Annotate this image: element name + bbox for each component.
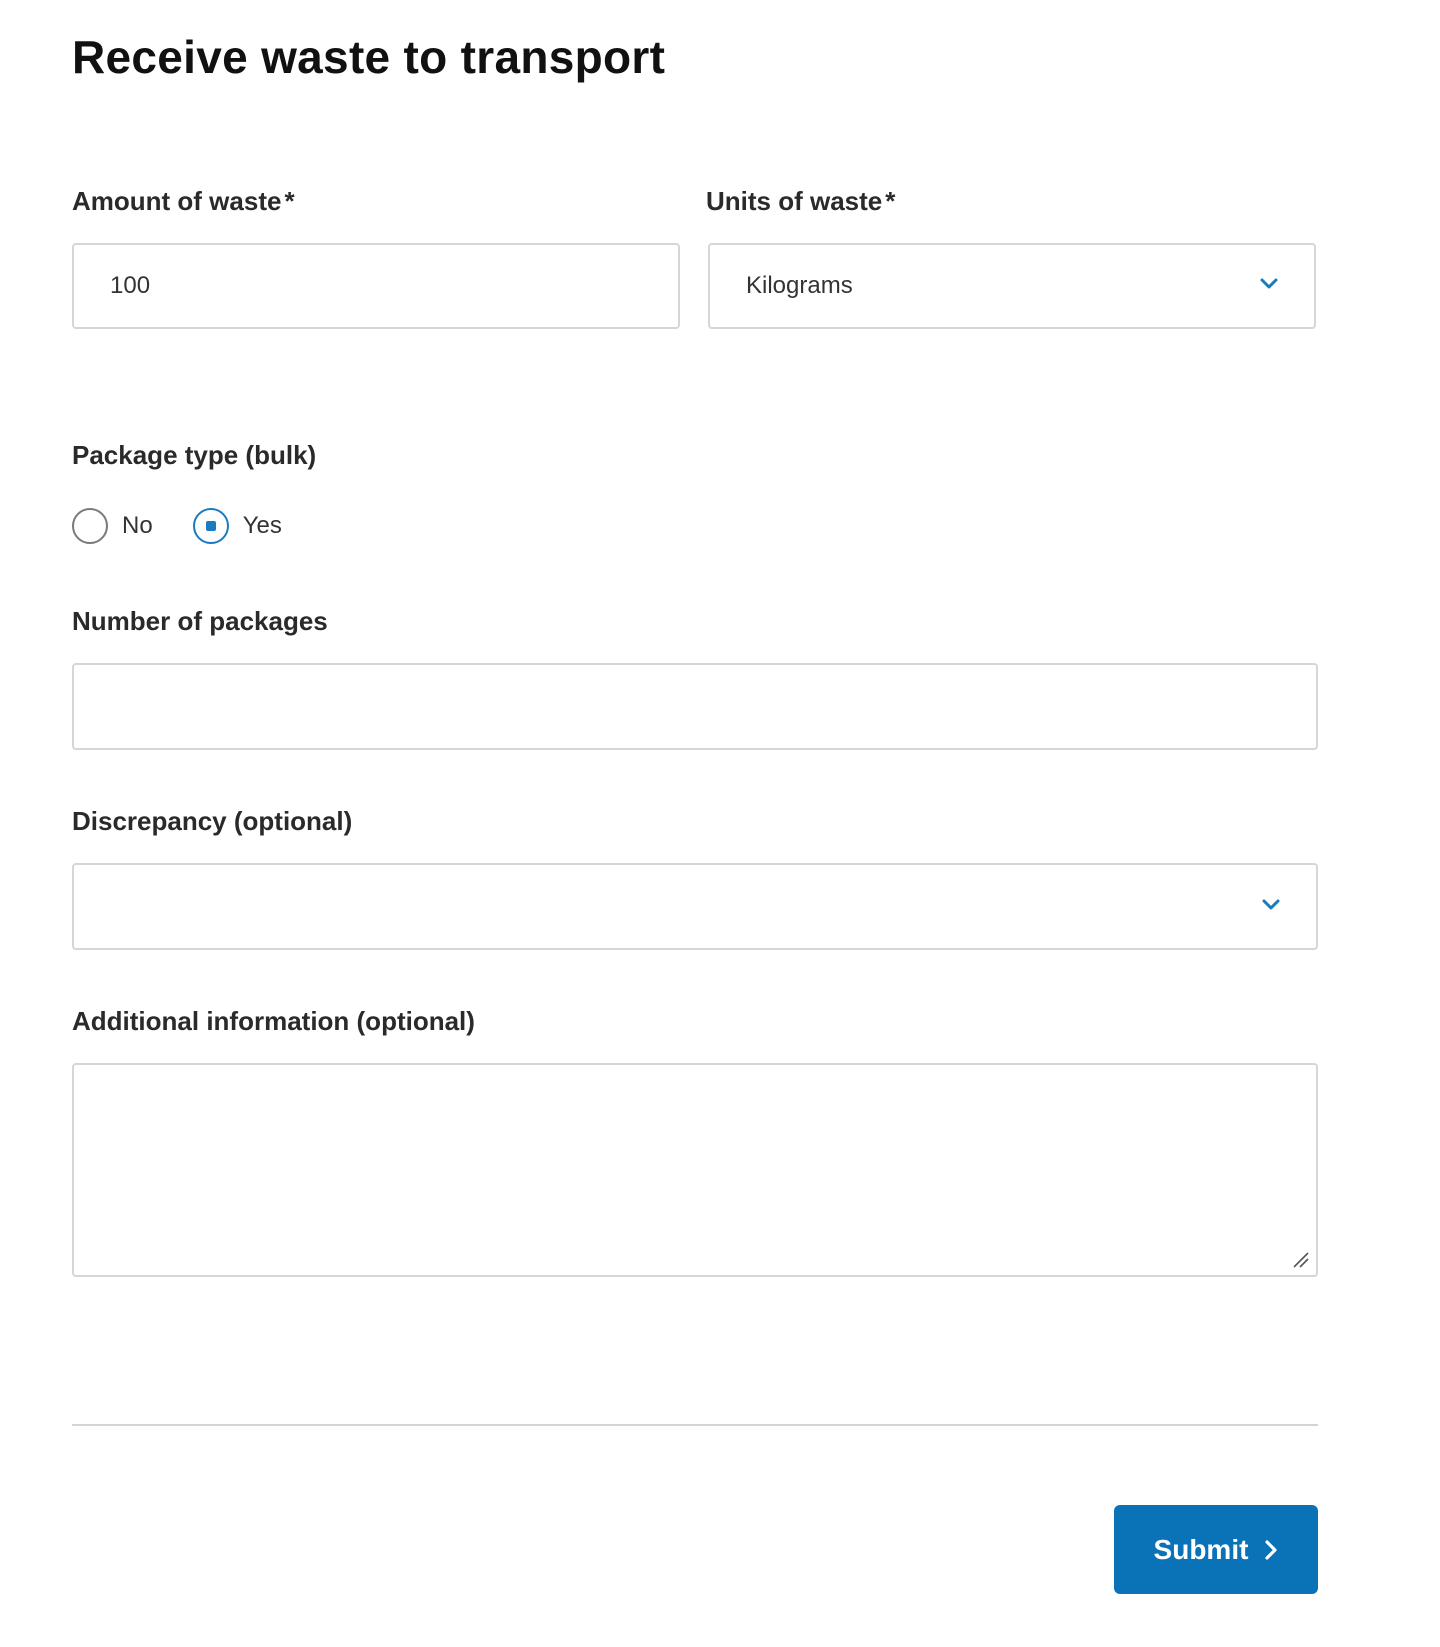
- form-divider: [72, 1424, 1318, 1426]
- additional-info-textarea[interactable]: [72, 1063, 1318, 1277]
- required-mark: *: [284, 186, 295, 216]
- units-label: [706, 186, 895, 217]
- radio-no[interactable]: [72, 508, 108, 544]
- packages-label: Number of packages: [72, 606, 328, 636]
- submit-button[interactable]: [1114, 1505, 1318, 1594]
- package-type-radio-group: [72, 508, 322, 544]
- units-select[interactable]: [708, 243, 1316, 329]
- amount-value: 100: [110, 272, 151, 299]
- page-title: Receive waste to transport: [72, 31, 666, 83]
- discrepancy-label: Discrepancy (optional): [72, 806, 353, 836]
- amount-label-text: Amount of waste: [72, 186, 282, 216]
- package-type-label: Package type (bulk): [72, 440, 317, 470]
- amount-label: [72, 186, 295, 217]
- additional-info-label: Additional information (optional): [72, 1006, 475, 1036]
- amount-input[interactable]: [72, 243, 680, 329]
- chevron-down-icon: [1260, 898, 1282, 912]
- radio-yes[interactable]: [193, 508, 229, 544]
- discrepancy-select[interactable]: [72, 863, 1318, 950]
- required-mark: *: [885, 186, 896, 216]
- resize-handle-icon[interactable]: [1290, 1249, 1310, 1269]
- radio-label-no: No: [122, 512, 153, 539]
- package-type-option-yes[interactable]: [193, 508, 282, 544]
- packages-input[interactable]: [72, 663, 1318, 750]
- units-selected-value: Kilograms: [746, 272, 853, 299]
- radio-label-yes: Yes: [242, 512, 282, 539]
- submit-label: Submit: [1153, 1533, 1249, 1565]
- chevron-right-icon: [1264, 1539, 1278, 1561]
- units-label-text: Units of waste: [706, 186, 883, 216]
- chevron-down-icon: [1258, 277, 1280, 291]
- package-type-option-no[interactable]: [72, 508, 153, 544]
